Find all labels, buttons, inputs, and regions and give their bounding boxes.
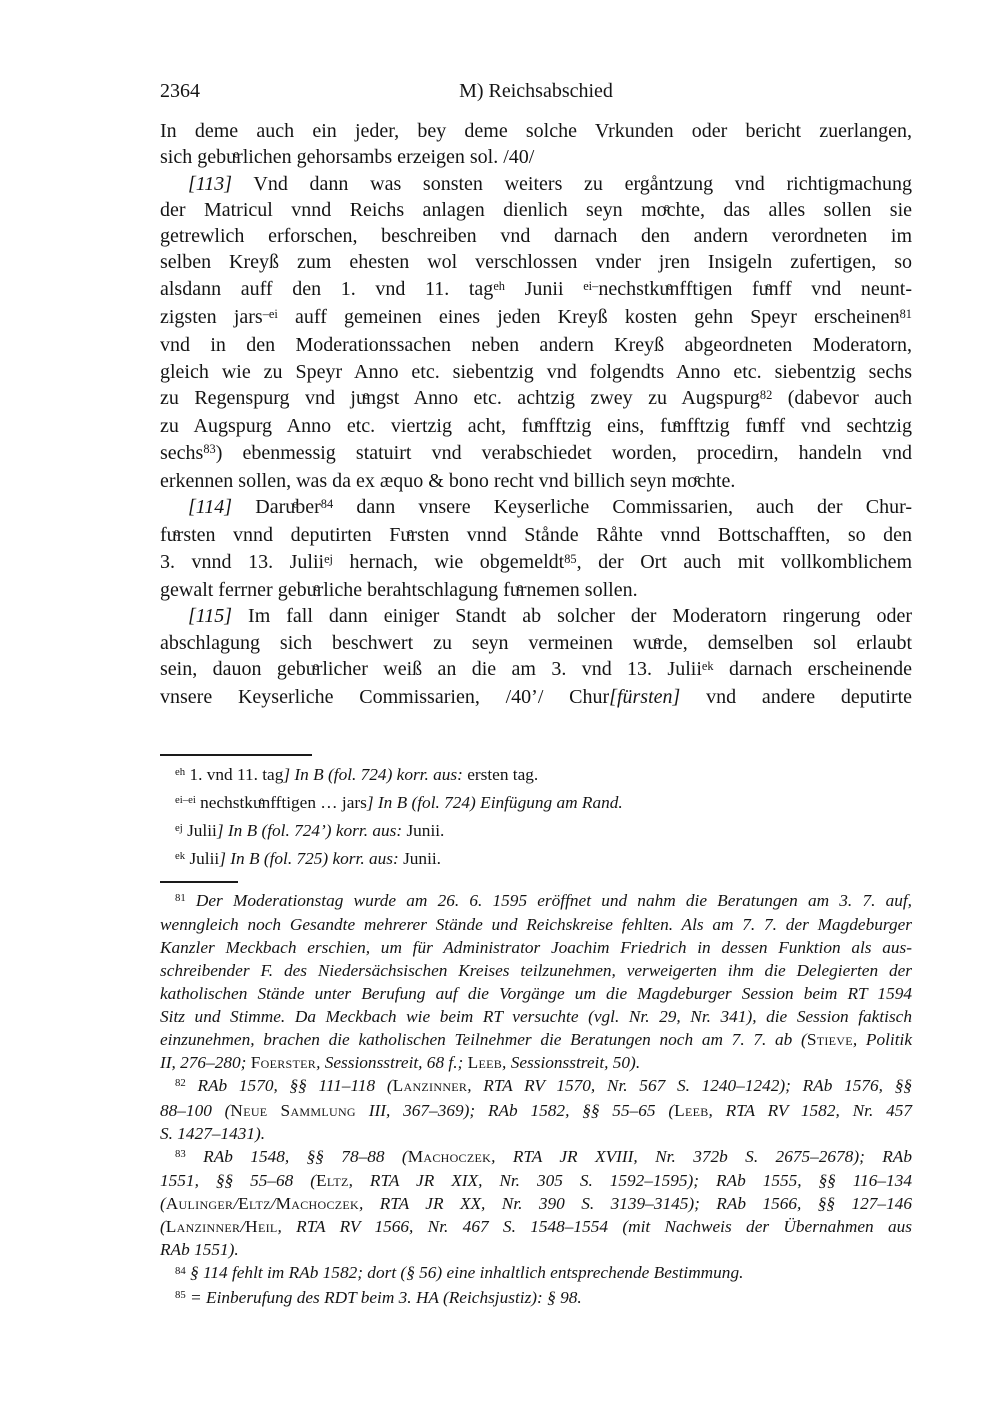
footnote-line: II, 276–280; Foerster, Sessionsstreit, 68 f.; Leeb, Sessionsstreit, 50). [160,1052,641,1072]
text-line: gewalt ferrner gebuͤrliche berahtschlagung fuͤrnemen sollen. [160,579,638,602]
footnote-reference: ek [175,850,186,863]
footnote-line: $^{83}$ RAb 1548, §§ 78–88 (Machoczek, RTA JR XVIII, Nr. 372b S. 2675–2678); RAb [175,1146,913,1166]
text-line: getrewlich erforschen, beschreiben vnd darnach den andern verordneten im [160,225,912,248]
page-header [160,78,912,104]
footnote-line: 1551, §§ 55–68 (Eltz, RTA JR XIX, Nr. 305 S. 1592–1595); RAb 1555, §§ 116–134 [160,1171,912,1191]
footnotes-separator [160,881,238,883]
text-line: gleich wie zu Speyr Anno etc. siebentzig vnd folgendts Anno etc. siebentzig sechs [160,360,912,383]
text-line: der Matricul vnnd Reichs anlagen dienlich seyn moͤchte, das alles sollen sie [160,198,912,221]
footnote-reference: 84 [175,1264,186,1277]
footnote-reference: 83 [175,1148,186,1160]
footnote-line: einzunehmen, brachen die katholischen Teilnehmer die Beratungen noch am 7. 7. ab (Stieve, Politik [160,1029,913,1049]
footnote-reference: 85 [564,551,577,566]
footnote-reference: 85 [175,1289,186,1302]
footnote-line: (Aulinger/Eltz/Machoczek, RTA JR XX, Nr. 390 S. 3139–3145); RAb 1566, §§ 127–146 [160,1194,912,1214]
footnote-line: wenngleich noch Gesandte mehrerer Stände und Reichskreise fehlten. Als am 7. 7. der Magdeburger [160,915,912,935]
footnote-reference: ej [324,551,334,566]
main-text [160,118,912,711]
text-line: [113] Vnd dann was sonsten weiters zu ergåntzung vnd richtigmachung [188,172,912,195]
apparatus-entry: $^{ej}$ Julii] In B (fol. 724’) korr. aus: Junii. [175,820,445,840]
apparatus-entry: $^{ei-ei}$ nechstkuͤnfftigen … jars] In B (fol. 724) Einfügung am Rand. [175,792,623,812]
text-line: abschlagung sich beschwert zu seyn vermeinen wuͤrde, demselben sol erlaubt [160,631,912,654]
text-line: vnsere Keyserliche Commissarien, /40’/ Chur[fürsten] vnd andere deputirte [160,686,912,709]
footnote-line: $^{81}$ Der Moderationstag wurde am 26. 6. 1595 eröffnet und nahm die Beratungen am 3. 7. auf, [175,890,912,910]
apparatus-entry: $^{ek}$ Julii] In B (fol. 725) korr. aus: Junii. [175,848,441,868]
footnote-reference: ej [175,822,183,835]
footnote-reference: 83 [203,442,216,457]
footnote-reference: 81 [175,892,186,905]
text-line: zu Regenspurg vnd juͤngst Anno etc. achtzig zwey zu Augspurg$^{82}$ (dabevor auch [160,386,913,409]
footnote-reference: 84 [320,496,334,511]
footnote-reference: eh [493,278,506,293]
footnote-line: $^{85}$ = Einberufung des RDT beim 3. HA (Reichsjustiz): § 98. [175,1287,582,1307]
footnote-reference: ek [701,658,714,673]
running-title: M) Reichsabschied [459,80,613,102]
text-line: zigsten jars$^{-ei}$ auff gemeinen eines jeden Kreyß kosten gehn Speyr erscheinen$^{81}$ [160,306,912,329]
text-line: vnd in den Moderationssachen neben andern Kreyß abgeordneten Moderatorn, [160,334,912,357]
footnote-line: katholischen Stände unter Berufung auf die Vorgänge um die Magdeburger Session beim RT 1594 [160,984,912,1004]
apparatus-entry: $^{eh}$ 1. vnd 11. tag] In B (fol. 724) korr. aus: ersten tag. [175,764,539,784]
text-line: sich gebuͤrlichen gehorsambs erzeigen sol. /40/ [160,146,535,169]
apparatus-separator [160,754,312,756]
footnote-reference: ei– [583,278,599,293]
text-line: zu Augspurg Anno etc. viertzig acht, fuͤnfftzig eins, fuͤnfftzig fuͤnff vnd sechtzig [160,415,912,438]
text-line: In deme auch ein jeder, bey deme solche Vrkunden oder bericht zuerlangen, [160,120,912,142]
text-line: sechs$^{83}$) ebenmessig statuirt vnd verabschiedet worden, procedirn, handeln vnd [160,441,912,464]
text-line: [115] Im fall dann einiger Standt ab solcher der Moderatorn ringerung oder [188,605,912,628]
text-line: erkennen sollen, was da ex æquo & bono recht vnd billich seyn moͤchte. [160,469,736,492]
footnote-line: Kanzler Meckbach erschien, um für Administrator Joachim Friedrich in dessen Funktion als aus- [160,938,912,958]
footnotes-block [160,890,912,1312]
footnote-reference: 82 [759,387,773,402]
footnote-line: $^{82}$ RAb 1570, §§ 111–118 (Lanzinner, RTA RV 1570, Nr. 567 S. 1240–1242); RAb 1576, §§ [175,1075,912,1095]
text-line: alsdann auff den 1. vnd 11. tag$^{eh}$ Junii $^{ei-}$nechstkuͤnfftigen fuͤnff vnd neunt- [160,277,912,300]
page-number: 2364 [160,80,200,102]
footnote-line: (Lanzinner/Heil, RTA RV 1566, Nr. 467 S. 1548–1554 (mit Nachweis der Übernahmen aus [160,1217,912,1237]
footnote-reference: –ei [262,306,278,321]
footnote-line: Sitz und Stimme. Da Meckbach wie beim RT versuchte (vgl. Nr. 29, Nr. 341), die Session faktisch [160,1007,912,1027]
text-line: selben Kreyß zum ehesten wol verschlossen vnder jren Insigeln zufertigen, so [160,251,912,274]
text-line: [114] Daruͤber$^{84}$ dann vnsere Keyserliche Commissarien, auch der Chur- [188,496,912,519]
footnote-reference: eh [175,766,186,779]
footnote-reference: ei–ei [175,794,196,807]
text-line: fuͤrsten vnnd deputirten Fuͤrsten vnnd Stånde Råhte vnnd Bottschafften, so den [160,524,912,547]
apparatus-block [160,762,912,874]
footnote-line: RAb 1551). [160,1240,239,1260]
text-line: sein, dauon gebuͤrlicher weiß an die am 3. vnd 13. Julii$^{ek}$ darnach erscheinende [160,657,912,680]
footnote-reference: 82 [175,1077,186,1090]
text-line: 3. vnnd 13. Julii$^{ej}$ hernach, wie obgemeldt$^{85}$, der Ort auch mit vollkomblichem [160,550,913,573]
text-column [160,78,912,1312]
footnote-line: 88–100 (Neue Sammlung III, 367–369); RAb 1582, §§ 55–65 (Leeb, RTA RV 1582, Nr. 457 [160,1100,913,1120]
footnote-reference: 81 [899,306,912,321]
footnote-line: S. 1427–1431). [160,1123,266,1143]
footnote-line: schreibender F. des Niedersächsischen Kreises teilzunehmen, verweigerten ihm die Delegierten der [160,961,912,981]
footnote-line: $^{84}$ § 114 fehlt im RAb 1582; dort (§ 56) eine inhaltlich entsprechende Bestimmung. [175,1263,744,1283]
